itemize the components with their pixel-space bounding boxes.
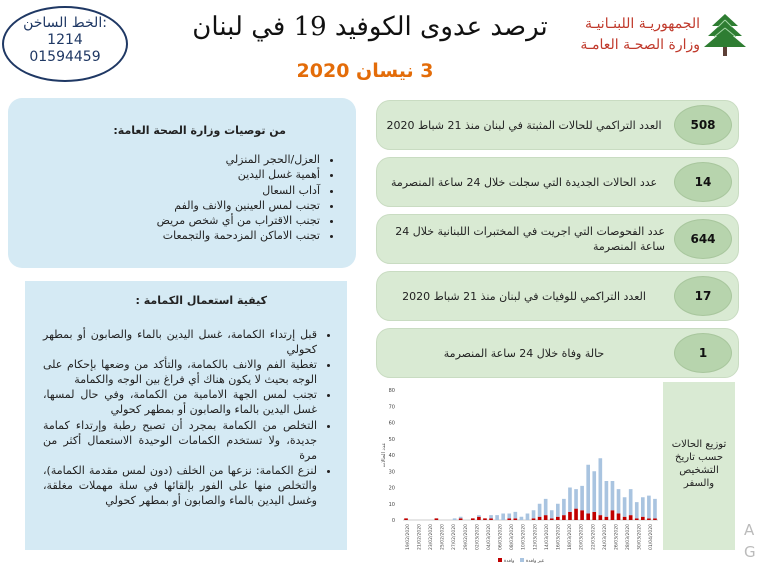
x-tick-label: 02/03/2020 [475, 524, 481, 550]
x-tick-label: 23/02/2020 [428, 524, 434, 550]
bar-non-imported [611, 510, 615, 520]
stat-number: 17 [674, 276, 732, 316]
cropped-text-fragment [744, 519, 756, 563]
x-tick-label: 18/03/2020 [568, 524, 574, 550]
bar-imported [514, 512, 518, 519]
bar-imported [629, 489, 633, 515]
bar-non-imported [580, 510, 584, 520]
x-tick-label: 26/03/2020 [614, 524, 620, 550]
bar-non-imported [647, 518, 651, 520]
mask-usage-title: كيفية استعمال الكمامة : [135, 294, 267, 307]
x-tick-label: 06/03/2020 [498, 524, 504, 550]
bar-non-imported [599, 515, 603, 520]
bar-imported [592, 471, 596, 512]
list-item: • تغطية الفم والانف بالكمامة، والتأكد من وضعها بإحكام على الوجه بحيث لا يكون هناك أي فراغ بين الوجه والكمامة [43, 357, 317, 387]
stat-label: عدد الفحوصات التي اجريت في المختبرات اللبنانية خلال 24 ساعة المنصرمة [395, 225, 665, 253]
y-tick-label: 50 [388, 436, 395, 443]
list-item: • تجنب لمس الجهة الامامية من الكمامة، وفي حال لمسها، غسل اليدين بالماء والصابون أو بمطهر كحولي [43, 387, 317, 417]
hotline-badge [2, 6, 128, 82]
bar-non-imported [641, 517, 645, 520]
bar-non-imported [556, 517, 560, 520]
x-tick-label: 24/03/2020 [602, 524, 608, 550]
bar-imported [489, 515, 493, 518]
legend-swatch-non-imported [498, 558, 502, 562]
bar-non-imported [568, 512, 572, 520]
bar-non-imported [507, 518, 511, 520]
list-item: • قبل إرتداء الكمامة، غسل اليدين بالماء والصابون أو بمطهر كحولي [43, 327, 317, 357]
bar-non-imported [471, 518, 475, 520]
legend-swatch-imported [520, 558, 524, 562]
cropped-letter-g: G [744, 543, 756, 561]
bar-imported [647, 496, 651, 519]
x-tick-label: 10/03/2020 [521, 524, 527, 550]
bar-imported [544, 499, 548, 515]
bar-non-imported [538, 517, 542, 520]
bar-imported [611, 481, 615, 510]
x-tick-label: 16/03/2020 [556, 524, 562, 550]
x-tick-label: 27/02/2020 [452, 524, 458, 550]
list-item: • تجنب الاقتراب من أي شخص مريض [157, 213, 320, 228]
cropped-letter-a: A [744, 521, 755, 539]
bar-imported [501, 514, 505, 521]
bar-imported [599, 458, 603, 515]
mask-usage-list [43, 327, 335, 508]
stat-card-cumulative-deaths [376, 271, 739, 321]
x-tick-label: 22/03/2020 [591, 524, 597, 550]
list-item: • العزل/الحجر المنزلي [157, 152, 320, 167]
stat-label: عدد الحالات الجديدة التي سجلت خلال 24 ساعة المنصرمة [390, 175, 658, 189]
bar-imported [605, 481, 609, 517]
y-tick-label: 30 [388, 469, 395, 476]
bar-non-imported [617, 514, 621, 521]
chart-caption: توزيع الحالات حسب تاريخ التشخيص والسفر [671, 439, 727, 489]
bar-imported [526, 514, 530, 521]
stat-card-tests [376, 214, 739, 264]
x-tick-label: 08/03/2020 [510, 524, 516, 550]
chart-plot [370, 382, 663, 569]
bar-non-imported [562, 515, 566, 520]
bar-imported [495, 515, 499, 520]
bar-imported [580, 486, 584, 510]
bar-imported [653, 499, 657, 519]
y-tick-label: 60 [388, 420, 395, 427]
list-item: • التخلص من الكمامة بمجرد أن تصبح رطبة وإرتداء كمامة جديدة، ولا تستخدم الكمامات الوحيدة الاستعمال أكثر من مرة [43, 418, 317, 463]
bar-imported [520, 517, 524, 520]
stat-label: العدد التراكمي للوفيات في لبنان منذ 21 شباط 2020 [402, 289, 646, 303]
bar-non-imported [605, 517, 609, 520]
bar-imported [562, 499, 566, 515]
ministry-name [552, 14, 700, 56]
list-item: • لنزع الكمامة: نزعها من الخلف (دون لمس مقدمة الكمامة)، والتخلص منها على الفور بإلقائها في سلة مهملات مغلقة، وغسل اليدين بالماء والصابون أو بمطهر كحولي [43, 463, 317, 508]
bar-imported [568, 488, 572, 512]
y-tick-label: 40 [388, 453, 395, 459]
bar-imported [507, 514, 511, 519]
recommendations-title: من توصيات وزارة الصحة العامة: [113, 124, 286, 137]
y-tick-label: 70 [388, 404, 395, 411]
recommendations-list [157, 152, 338, 244]
x-tick-label: 25/02/2020 [440, 524, 446, 550]
y-tick-label: 0 [391, 518, 395, 524]
bar-non-imported [586, 514, 590, 521]
x-tick-label: 14/03/2020 [544, 524, 550, 550]
x-tick-label: 28/03/2020 [626, 524, 632, 550]
bar-imported [550, 510, 554, 518]
bar-non-imported [483, 518, 487, 520]
hotline-number-secondary: 01594459 [29, 49, 101, 65]
bar-imported [635, 502, 639, 518]
recommendations-panel [8, 98, 356, 268]
bar-non-imported [623, 517, 627, 520]
x-tick-label: 21/02/2020 [417, 524, 423, 550]
stat-number: 14 [674, 162, 732, 202]
y-tick-label: 10 [388, 501, 395, 508]
bar-non-imported [435, 518, 439, 520]
bar-imported [538, 504, 542, 517]
bar-non-imported [477, 517, 481, 520]
x-tick-label: 12/03/2020 [533, 524, 539, 550]
stat-number: 1 [674, 333, 732, 373]
stat-label: حالة وفاة خلال 24 ساعة المنصرمة [443, 346, 605, 360]
y-tick-label: 80 [388, 388, 395, 394]
bar-non-imported [532, 518, 536, 520]
bar-imported [574, 489, 578, 509]
x-tick-label: 04/03/2020 [486, 524, 492, 550]
bar-non-imported [635, 518, 639, 520]
list-item: • تجنب لمس العينين والانف والفم [157, 198, 320, 213]
bar-imported [532, 510, 536, 518]
chart-caption-box [663, 382, 735, 550]
bar-non-imported [489, 518, 493, 520]
x-tick-label: 29/02/2020 [463, 524, 469, 550]
bar-imported [586, 465, 590, 514]
y-axis-label: عدد الحالات [381, 442, 387, 468]
list-item: • آداب السعال [157, 183, 320, 198]
stat-number: 644 [674, 219, 732, 259]
legend-label: غير وافدة [526, 559, 544, 564]
bar-non-imported [404, 518, 408, 520]
bar-imported [556, 504, 560, 517]
bar-non-imported [459, 518, 463, 520]
bar-imported [641, 497, 645, 517]
ministry-line-republic: الجمهوريـة اللبنـانيـة [584, 16, 700, 32]
list-item: • تجنب الاماكن المزدحمة والتجمعات [157, 228, 320, 243]
x-tick-label: 30/03/2020 [637, 524, 643, 550]
stat-number: 508 [674, 105, 732, 145]
x-tick-label: 20/03/2020 [579, 524, 585, 550]
bar-imported [453, 518, 457, 520]
list-item: • أهمية غسل اليدين [157, 167, 320, 182]
x-tick-label: 19/02/2020 [405, 524, 411, 550]
bar-imported [623, 497, 627, 517]
cedar-tree-icon [700, 12, 750, 58]
ministry-line-health: وزارة الصحـة العامـة [580, 37, 700, 53]
bar-imported [477, 515, 481, 517]
stat-card-new-deaths [376, 328, 739, 378]
stat-label: العدد التراكمي للحالات المثبتة في لبنان منذ 21 شباط 2020 [386, 118, 662, 132]
bar-imported [459, 517, 463, 519]
bar-non-imported [629, 515, 633, 520]
bar-non-imported [653, 518, 657, 520]
hotline-number-primary: 1214 [47, 32, 83, 48]
x-tick-label: 01/04/2020 [649, 524, 655, 550]
stat-card-cumulative-cases [376, 100, 739, 150]
legend-label: وافدة [504, 559, 515, 564]
hotline-label: الخط الساخن: [23, 15, 107, 31]
bar-non-imported [544, 515, 548, 520]
bar-non-imported [514, 518, 518, 520]
mask-usage-panel [25, 281, 347, 550]
stat-card-new-cases [376, 157, 739, 207]
y-tick-label: 20 [388, 485, 395, 492]
page-title: ترصد عدوى الكوفيد 19 في لبنان [192, 12, 548, 42]
report-date: 3 نيسان 2020 [296, 60, 434, 82]
bar-non-imported [592, 512, 596, 520]
bar-imported [617, 489, 621, 513]
bar-non-imported [550, 518, 554, 520]
bar-non-imported [574, 509, 578, 520]
